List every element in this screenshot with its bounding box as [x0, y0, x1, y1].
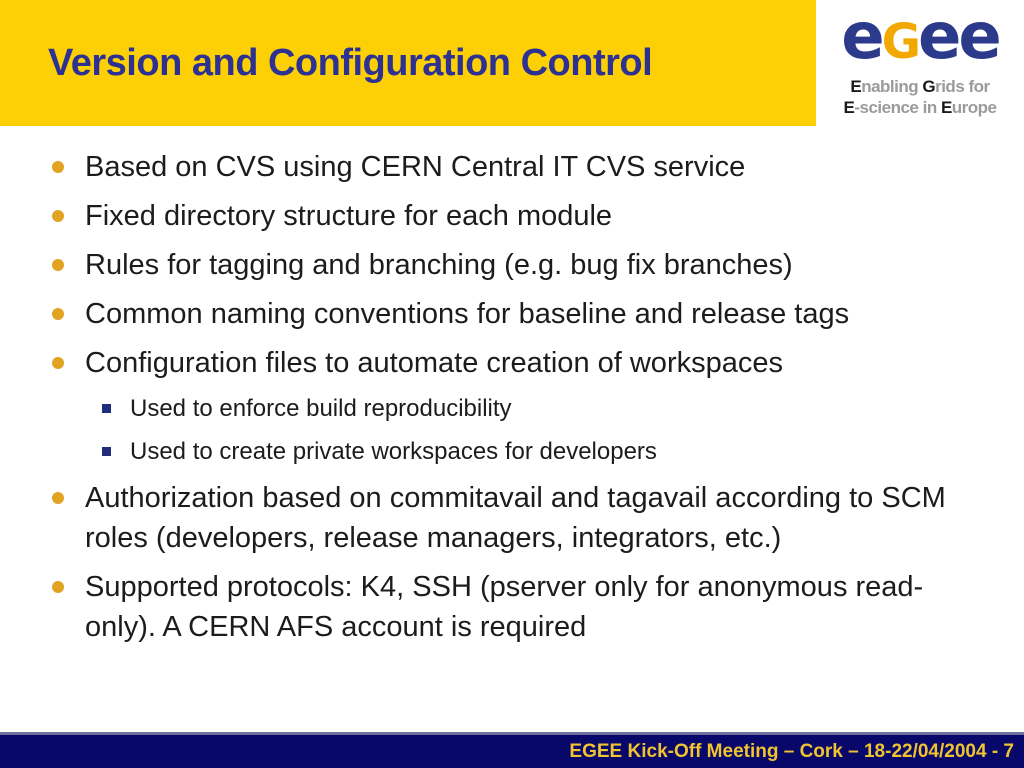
slide-header — [0, 0, 816, 126]
bullet-item — [50, 567, 990, 647]
sub-bullet-item — [50, 435, 994, 468]
bullet-text: Fixed directory structure for each module — [85, 200, 613, 232]
bullet-dot-icon — [52, 210, 64, 222]
logo-letter: e — [918, 0, 959, 74]
logo-letter: e — [958, 0, 999, 74]
tagline-segment: E — [843, 98, 855, 117]
bullet-item — [50, 294, 990, 334]
bullet-text: Authorization based on commitavail and tagavail according to SCM roles (developers, release managers, integrators, etc.) — [85, 482, 946, 554]
bullet-text: Used to enforce build reproducibility — [130, 395, 512, 422]
bullet-text: Common naming conventions for baseline and release tags — [85, 298, 850, 330]
logo-letter: e — [841, 0, 882, 74]
logo-tagline — [816, 76, 1024, 118]
egee-logo — [816, 0, 1024, 126]
bullet-dot-icon — [52, 161, 64, 173]
tagline-segment: urope — [951, 98, 997, 117]
tagline-segment: nabling — [861, 77, 923, 96]
bullet-dot-icon — [52, 259, 64, 271]
bullet-text: Based on CVS using CERN Central IT CVS service — [85, 151, 746, 183]
bullet-text: Rules for tagging and branching (e.g. bug fix branches) — [85, 249, 793, 281]
tagline-segment: rids for — [935, 77, 990, 96]
egee-logo-wordmark-icon — [816, 2, 1024, 72]
sub-bullet-square-icon — [102, 447, 111, 456]
bullet-item — [50, 147, 990, 187]
bullet-dot-icon — [52, 492, 64, 504]
footer-text: EGEE Kick-Off Meeting – Cork – 18-22/04/2004 - 7 — [569, 740, 1014, 762]
bullet-dot-icon — [52, 581, 64, 593]
logo-tagline-line1 — [816, 76, 1024, 97]
slide-body — [0, 126, 1024, 656]
sub-bullet-item — [50, 392, 994, 425]
tagline-segment: G — [922, 77, 936, 96]
bullet-text: Supported protocols: K4, SSH (pserver only for anonymous read-only). A CERN AFS account is required — [85, 571, 924, 643]
logo-letter: G — [881, 14, 918, 70]
bullet-dot-icon — [52, 308, 64, 320]
bullet-item — [50, 343, 990, 383]
bullet-dot-icon — [52, 357, 64, 369]
tagline-segment: -science in — [854, 98, 941, 117]
tagline-segment: E — [850, 77, 862, 96]
logo-tagline-line2 — [816, 97, 1024, 118]
slide-footer — [0, 732, 1024, 768]
bullet-item — [50, 196, 990, 236]
page-title: Version and Configuration Control — [48, 41, 653, 84]
tagline-segment: E — [940, 98, 952, 117]
bullet-item — [50, 478, 990, 558]
bullet-text: Configuration files to automate creation of workspaces — [85, 347, 783, 379]
sub-bullet-square-icon — [102, 404, 111, 413]
bullet-item — [50, 245, 990, 285]
bullet-text: Used to create private workspaces for developers — [130, 438, 657, 465]
